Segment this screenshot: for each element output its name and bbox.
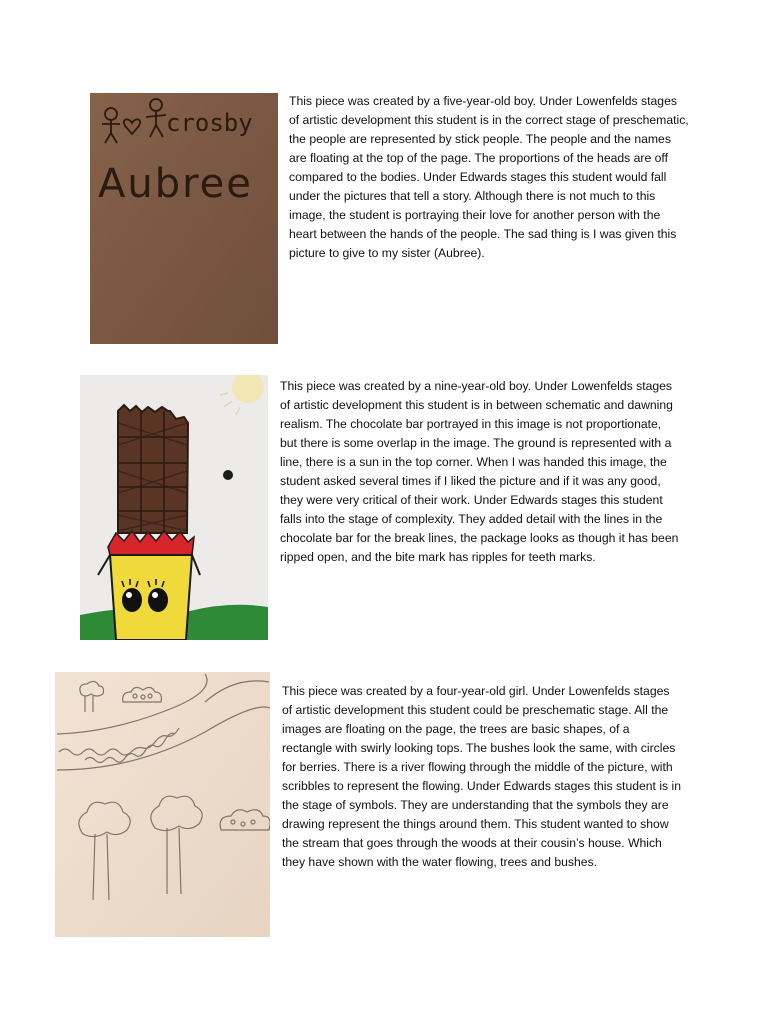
chocolate-bar-drawing (80, 375, 268, 640)
stick-people-drawing (90, 93, 278, 344)
entry-3-description: This piece was created by a four-year-old girl. Under Lowenfelds stages of artistic development this student could be preschematic stage. All the images are floating on the page, the trees are basic shapes, of a rectangle with swirly looking tops. The bushes look the same, with circles for berries. There is a river flowing through the middle of the picture, with scribbles to represent the flowing. Under Edwards stages this student is in the stage of symbols. They are understanding that the symbols they are drawing represent the things around them. This student wanted to show the stream that goes through the woods at their cousin’s house. Which they have shown with the water flowing, trees and bushes. (282, 684, 682, 869)
entry-1-description: This piece was created by a five-year-old boy. Under Lowenfelds stages of artistic development this student is in the correct stage of preschematic, the people are represented by stick people. The people and the names are floating at the top of the page. The proportions of the heads are off compared to the bodies. Under Edwards stages this student would fall under the pictures that tell a story. Although there is not much to this image, the student is portraying their love for another person with the heart between the hands of the people. The sad thing is I was given this picture to give to my sister (Aubree). (289, 94, 689, 260)
chocolate-icon (118, 405, 188, 533)
drawing-photo-stick-people (90, 93, 278, 344)
drawing-photo-river-trees (55, 672, 270, 937)
drawing-photo-chocolate-bar (80, 375, 268, 640)
river-trees-drawing (55, 672, 270, 937)
drawing-text-aubree: Aubree (98, 161, 253, 207)
dot-icon (223, 470, 233, 480)
entry-2-description: This piece was created by a nine-year-old boy. Under Lowenfelds stages of artistic development this student is in between schematic and dawning realism. The chocolate bar portrayed in this image is not proportionate, but there is some overlap in the image. The ground is represented with a line, there is a sun in the top corner. When I was handed this image, the student asked several times if I liked the picture and if it was any good, they were very critical of their work. Under Edwards stages this student falls into the stage of complexity. They added detail with the lines in the chocolate bar for the break lines, the package looks as though it has been ripped open, and the bite mark has ripples for teeth marks. (280, 379, 679, 564)
drawing-text-crosby: crosby (166, 109, 253, 137)
